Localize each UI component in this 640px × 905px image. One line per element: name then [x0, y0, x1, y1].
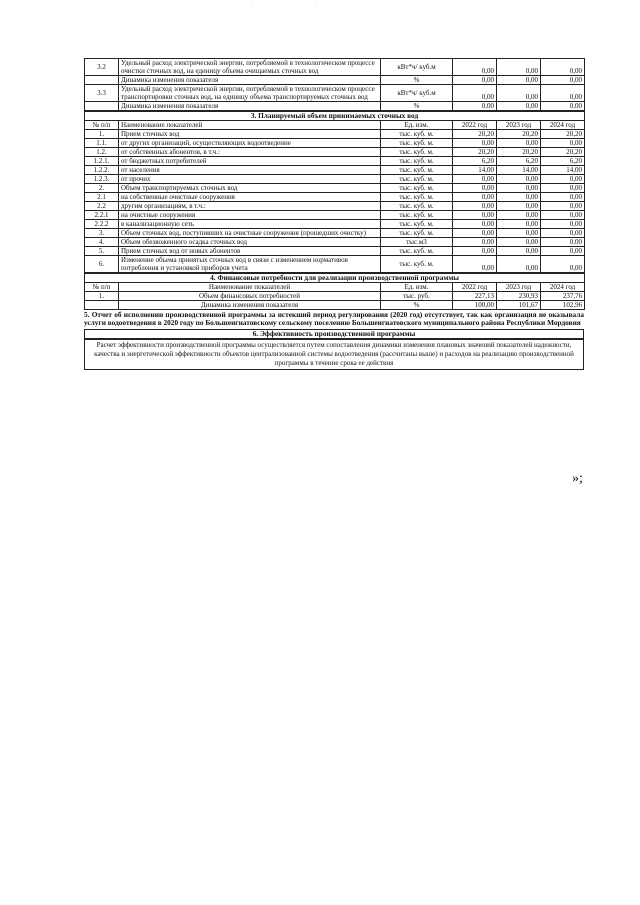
- header-year-3: 2024 год: [541, 283, 585, 292]
- section6-title: 6. Эффективность производственной программы: [85, 329, 584, 338]
- row-unit: тыс.м3: [381, 238, 453, 247]
- row-number: 2.2.1: [85, 211, 119, 220]
- table-row: [85, 238, 585, 247]
- value-year-3: 0,00: [541, 85, 585, 102]
- row-unit: тыс. куб. м.: [381, 256, 453, 273]
- value-year-2: 0,00: [497, 175, 541, 184]
- table-row: [85, 247, 585, 256]
- row-unit: тыс. куб. м.: [381, 211, 453, 220]
- value-year-2: 0,00: [497, 85, 541, 102]
- header-unit: Ед. изм.: [381, 283, 453, 292]
- efficiency-section: [84, 329, 584, 339]
- value-year-3: 6,20: [541, 157, 585, 166]
- row-name: на очистные сооружения: [119, 211, 381, 220]
- row-unit: кВт*ч/ куб.м: [381, 85, 453, 102]
- table-row: [85, 85, 585, 102]
- row-name: от прочих: [119, 175, 381, 184]
- value-year-2: 0,00: [497, 220, 541, 229]
- value-year-3: 0,00: [541, 220, 585, 229]
- header-num: № п/п: [85, 121, 119, 130]
- row-unit: тыс. куб. м.: [381, 220, 453, 229]
- value-year-2: 0,00: [497, 247, 541, 256]
- row-name: Удельный расход электрической энергии, потребляемой в технологическом процессе очистки сточных вод, на единицу объема очищаемых сточных вод: [119, 59, 381, 76]
- row-number: 2.2: [85, 202, 119, 211]
- row-number: 2.2.2: [85, 220, 119, 229]
- efficiency-text: Расчет эффективности производственной программы осуществляется путем сопоставления динамики изменения плановых значений показателей надежности, качества и энергетической эффективности объектов централизованной системы водоотведения (рассчитаны выше) и расходов на реализацию производственной программы в течение срока ее действия: [84, 339, 584, 370]
- value-year-2: 0,00: [497, 202, 541, 211]
- value-year-1: 0,00: [453, 193, 497, 202]
- value-year-3: 0,00: [541, 193, 585, 202]
- value-year-2: 0,00: [497, 211, 541, 220]
- table-row: [85, 256, 585, 273]
- header-year-2: 2023 год: [497, 121, 541, 130]
- row-number: [85, 102, 119, 111]
- header-num: № п/п: [85, 283, 119, 292]
- value-year-3: 20,20: [541, 130, 585, 139]
- value-year-3: 0,00: [541, 102, 585, 111]
- row-name: на собственные очистные сооружения: [119, 193, 381, 202]
- value-year-1: 0,00: [453, 202, 497, 211]
- value-year-1: 0,00: [453, 184, 497, 193]
- table-row: [85, 193, 585, 202]
- row-name: в канализационную сеть: [119, 220, 381, 229]
- row-name: Прием сточных вод от новых абонентов: [119, 247, 381, 256]
- value-year-2: 101,67: [497, 301, 541, 310]
- section4-title: 4. Финансовые потребности для реализации производственной программы: [85, 274, 585, 283]
- row-unit: тыс. куб. м.: [381, 229, 453, 238]
- value-year-2: 0,00: [497, 102, 541, 111]
- value-year-3: 20,20: [541, 148, 585, 157]
- row-name: Объем финансовых потребностей: [119, 292, 381, 301]
- financial-needs-table: [84, 273, 585, 310]
- row-unit: %: [381, 301, 453, 310]
- header-year-1: 2022 год: [453, 283, 497, 292]
- row-unit: тыс. куб. м.: [381, 157, 453, 166]
- row-number: 4.: [85, 238, 119, 247]
- value-year-1: 0,00: [453, 59, 497, 76]
- row-number: 5.: [85, 247, 119, 256]
- energy-indicators-table: [84, 58, 585, 111]
- row-name: от населения: [119, 166, 381, 175]
- row-name: другим организациям, в т.ч.:: [119, 202, 381, 211]
- row-number: [85, 301, 119, 310]
- table-row: [85, 59, 585, 76]
- row-unit: тыс. куб. м.: [381, 175, 453, 184]
- value-year-1: 100,00: [453, 301, 497, 310]
- row-name: Динамика изменения показателя: [119, 301, 381, 310]
- value-year-2: 0,00: [497, 184, 541, 193]
- table-row: [85, 76, 585, 85]
- row-unit: %: [381, 76, 453, 85]
- table-row: [85, 166, 585, 175]
- row-unit: тыс. куб. м.: [381, 247, 453, 256]
- row-name: Изменение объема принятых сточных вод в связи с изменением нормативов потребления и установкой приборов учета: [119, 256, 381, 273]
- value-year-1: 0,00: [453, 76, 497, 85]
- row-unit: тыс. куб. м.: [381, 202, 453, 211]
- value-year-1: 0,00: [453, 175, 497, 184]
- scan-artifact: · ·: [250, 2, 347, 10]
- table-row: [85, 175, 585, 184]
- value-year-3: 0,00: [541, 184, 585, 193]
- value-year-1: 0,00: [453, 238, 497, 247]
- table-header-row: [85, 283, 585, 292]
- value-year-3: 102,96: [541, 301, 585, 310]
- table-row: [85, 229, 585, 238]
- row-number: 1.: [85, 130, 119, 139]
- row-unit: тыс. куб. м.: [381, 130, 453, 139]
- row-number: 3.2: [85, 59, 119, 76]
- row-number: 3.3: [85, 85, 119, 102]
- table-row: [85, 292, 585, 301]
- table-row: [85, 148, 585, 157]
- table-header-row: [85, 121, 585, 130]
- value-year-1: 20,20: [453, 130, 497, 139]
- value-year-3: 0,00: [541, 175, 585, 184]
- value-year-1: 0,00: [453, 85, 497, 102]
- row-name: Объем транспортируемых сточных вод: [119, 184, 381, 193]
- value-year-2: 0,00: [497, 256, 541, 273]
- header-year-2: 2023 год: [497, 283, 541, 292]
- document-page: [84, 58, 584, 370]
- value-year-2: 0,00: [497, 59, 541, 76]
- row-name: Удельный расход электрической энергии, потребляемой в технологическом процессе транспортировки сточных вод, на единицу объема транспортируемых сточных вод: [119, 85, 381, 102]
- row-name: Прием сточных вод: [119, 130, 381, 139]
- table-row: [85, 130, 585, 139]
- row-name: Объем обезвоженного осадка сточных вод: [119, 238, 381, 247]
- value-year-1: 0,00: [453, 139, 497, 148]
- value-year-3: 0,00: [541, 76, 585, 85]
- value-year-1: 0,00: [453, 247, 497, 256]
- value-year-2: 230,93: [497, 292, 541, 301]
- row-number: 1.1.: [85, 139, 119, 148]
- row-number: 1.2.3.: [85, 175, 119, 184]
- row-unit: %: [381, 102, 453, 111]
- row-unit: кВт*ч/ куб.м: [381, 59, 453, 76]
- header-year-1: 2022 год: [453, 121, 497, 130]
- row-number: 2.1: [85, 193, 119, 202]
- value-year-1: 14,00: [453, 166, 497, 175]
- table-row: [85, 139, 585, 148]
- header-name: Наименование показателей: [119, 283, 381, 292]
- value-year-3: 0,00: [541, 256, 585, 273]
- row-number: 1.2.1.: [85, 157, 119, 166]
- row-name: от других организаций, осуществляющих водоотведение: [119, 139, 381, 148]
- row-number: 3.: [85, 229, 119, 238]
- value-year-3: 237,76: [541, 292, 585, 301]
- header-unit: Ед. изм.: [381, 121, 453, 130]
- value-year-3: 0,00: [541, 59, 585, 76]
- row-number: 2.: [85, 184, 119, 193]
- header-name: Наименование показателей: [119, 121, 381, 130]
- value-year-3: 0,00: [541, 238, 585, 247]
- row-number: 1.2.2.: [85, 166, 119, 175]
- row-unit: тыс. руб.: [381, 292, 453, 301]
- section3-title: 3. Планируемый объем принимаемых сточных вод: [85, 112, 585, 121]
- value-year-1: 227,13: [453, 292, 497, 301]
- row-number: 1.2.: [85, 148, 119, 157]
- value-year-3: 0,00: [541, 229, 585, 238]
- value-year-1: 6,20: [453, 157, 497, 166]
- value-year-3: 0,00: [541, 211, 585, 220]
- table-row: [85, 220, 585, 229]
- row-unit: тыс. куб. м.: [381, 184, 453, 193]
- value-year-2: 20,20: [497, 148, 541, 157]
- table-row: [85, 211, 585, 220]
- value-year-1: 0,00: [453, 229, 497, 238]
- table-row: [85, 301, 585, 310]
- value-year-2: 0,00: [497, 238, 541, 247]
- value-year-3: 0,00: [541, 139, 585, 148]
- row-name: Динамика изменения показателя: [119, 102, 381, 111]
- row-name: Объем сточных вод, поступивших на очистные сооружения (прошедших очистку): [119, 229, 381, 238]
- row-name: от собственных абонентов, в т.ч.:: [119, 148, 381, 157]
- header-year-3: 2024 год: [541, 121, 585, 130]
- value-year-1: 0,00: [453, 256, 497, 273]
- table-row: [85, 184, 585, 193]
- value-year-1: 0,00: [453, 220, 497, 229]
- row-unit: тыс. куб. м.: [381, 148, 453, 157]
- row-name: от бюджетных потребителей: [119, 157, 381, 166]
- value-year-2: 6,20: [497, 157, 541, 166]
- table-row: [85, 157, 585, 166]
- row-unit: тыс. куб. м.: [381, 193, 453, 202]
- value-year-3: 14,00: [541, 166, 585, 175]
- value-year-3: 0,00: [541, 247, 585, 256]
- value-year-2: 20,20: [497, 130, 541, 139]
- value-year-2: 0,00: [497, 229, 541, 238]
- value-year-2: 14,00: [497, 166, 541, 175]
- closing-quote-mark: »;: [572, 471, 583, 486]
- value-year-1: 0,00: [453, 102, 497, 111]
- wastewater-volume-table: [84, 111, 585, 273]
- table-row: [85, 202, 585, 211]
- value-year-1: 0,00: [453, 211, 497, 220]
- row-unit: тыс. куб. м.: [381, 166, 453, 175]
- value-year-1: 20,20: [453, 148, 497, 157]
- row-unit: тыс. куб. м.: [381, 139, 453, 148]
- value-year-2: 0,00: [497, 139, 541, 148]
- row-name: Динамика изменения показателя: [119, 76, 381, 85]
- table-row: [85, 102, 585, 111]
- value-year-2: 0,00: [497, 193, 541, 202]
- row-number: 1.: [85, 292, 119, 301]
- row-number: 6.: [85, 256, 119, 273]
- value-year-2: 0,00: [497, 76, 541, 85]
- row-number: [85, 76, 119, 85]
- execution-report-paragraph: 5. Отчет об исполнении производственной программы за истекший период регулирования (2020 год) отсутствует, так как организация не оказывала услуги водоотведения в 2020 году по Большеигнатовскому сельскому поселению Большеигнатовского муниципального района Республики Мордовия: [84, 310, 584, 328]
- value-year-3: 0,00: [541, 202, 585, 211]
